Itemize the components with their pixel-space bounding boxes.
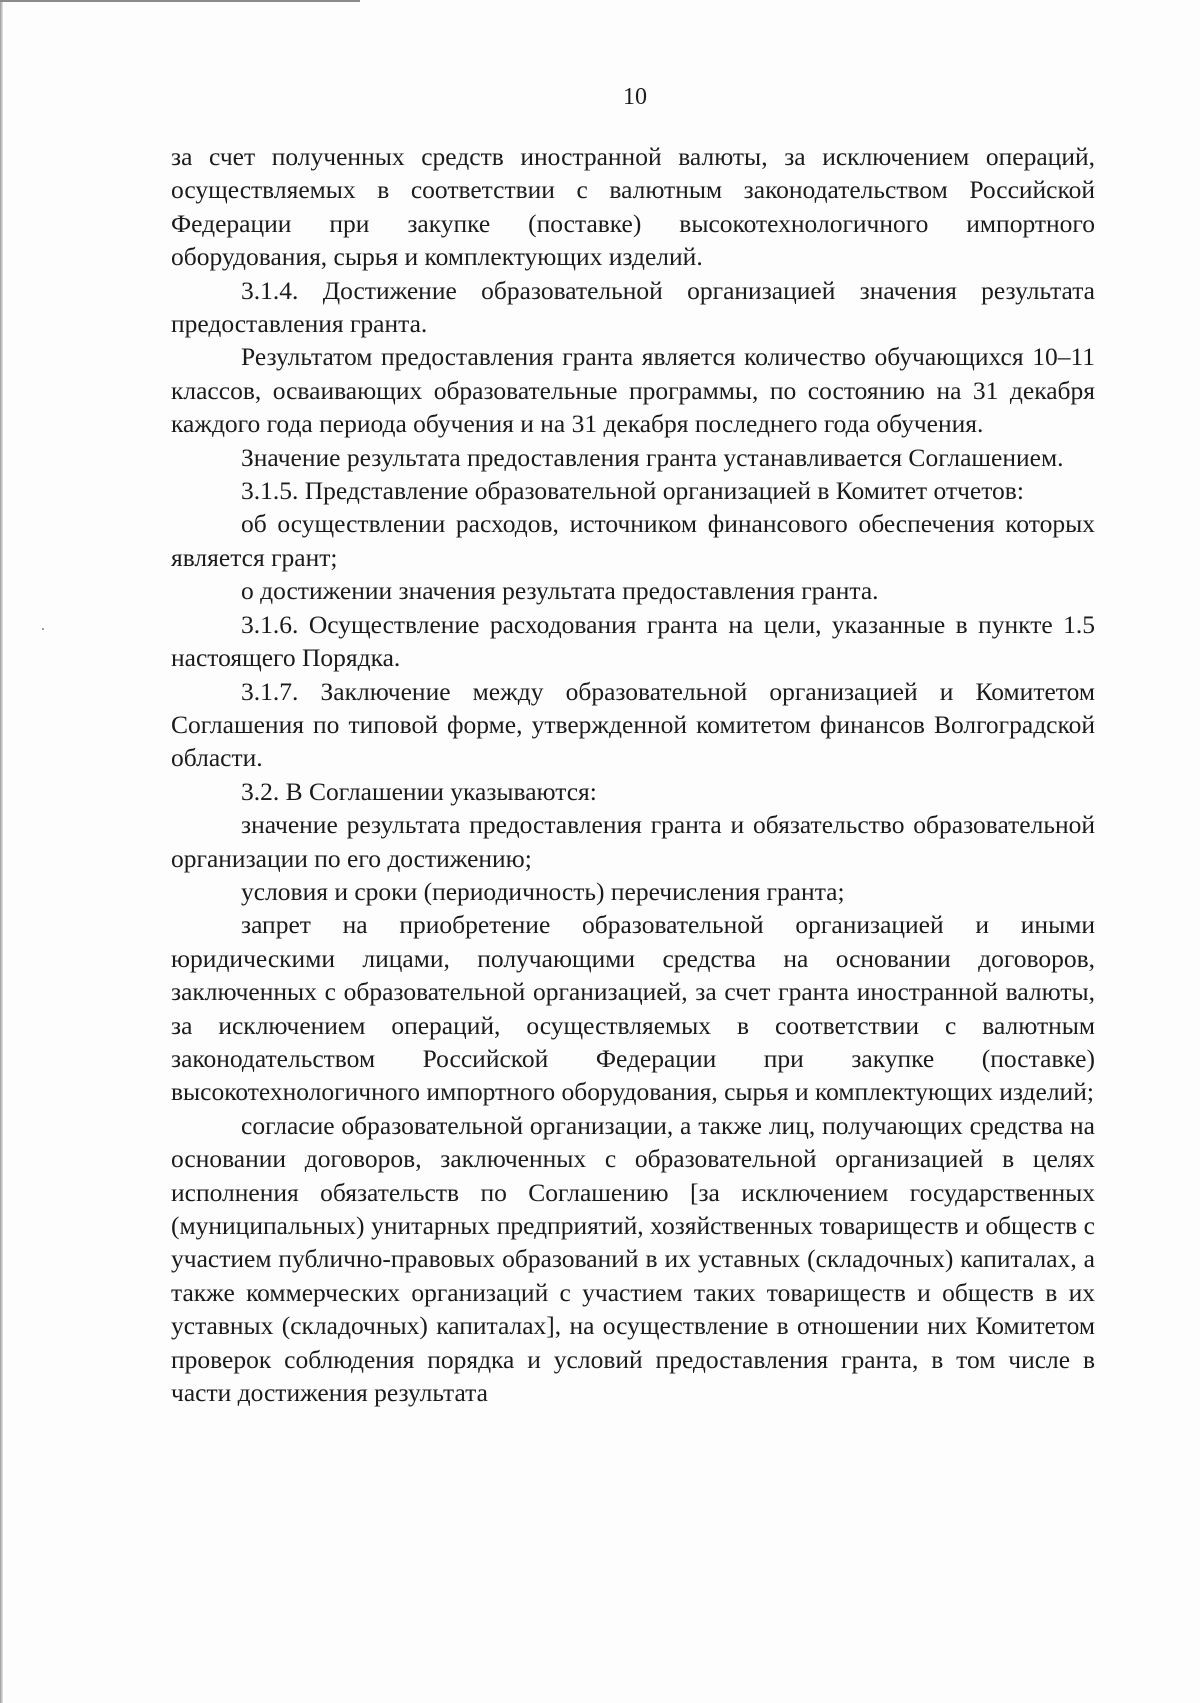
paragraph: значение результата предоставления гранта и обязательство образовательной организации по его достижению; <box>171 810 1095 873</box>
paragraph: о достижении значения результата предоставления гранта. <box>241 576 879 606</box>
paragraph: Результатом предоставления гранта является количество обучающихся 10–11 классов, осваивающих образовательные программы, по состоянию на 31 декабря каждого года периода обучения и на 31 декабря последнего года обучения. <box>171 342 1095 439</box>
paragraph: 3.2. В Соглашении указываются: <box>241 776 597 806</box>
scan-edge-top <box>0 0 360 2</box>
scan-edge-left <box>0 0 3 1703</box>
page-number: 10 <box>623 84 647 110</box>
scan-speck <box>42 628 44 630</box>
paragraph: Значение результата предоставления гранта устанавливается Соглашением. <box>241 442 1064 472</box>
document-body <box>171 140 1095 1409</box>
paragraph: 3.1.6. Осуществление расходования гранта на цели, указанные в пункте 1.5 настоящего Порядка. <box>171 609 1095 673</box>
paragraph: 3.1.5. Представление образовательной организацией в Комитет отчетов: <box>241 476 1024 506</box>
paragraph: условия и сроки (периодичность) перечисления гранта; <box>241 876 845 906</box>
paragraph: согласие образовательной организации, а также лиц, получающих средства на основании договоров, заключенных с образовательной организацией в целях исполнения обязательств по Соглашению [за исключением государственных (муниципальных) унитарных предприятий, хозяйственных товариществ и обществ с участием публично-правовых образований в их уставных (складочных) капиталах, а также коммерческих организаций с участием таких товариществ и обществ в их уставных (складочных) капиталах], на осуществление в отношении них Комитетом проверок соблюдения порядка и условий предоставления гранта, в том числе в части достижения результата <box>171 1110 1095 1408</box>
paragraph: за счет полученных средств иностранной валюты, за исключением операций, осуществляемых в соответствии с валютным законодательством Российской Федерации при закупке (поставке) высокотехнологичного импортного оборудования, сырья и комплектующих изделий. <box>171 142 1095 272</box>
paragraph: запрет на приобретение образовательной организацией и иными юридическими лицами, получающими средства на основании договоров, заключенных с образовательной организацией, за счет гранта иностранной валюты, за исключением операций, осуществляемых в соответствии с валютным законодательством Российской Федерации при закупке (поставке) высокотехнологичного импортного оборудования, сырья и комплектующих изделий; <box>171 910 1095 1107</box>
paragraph: 3.1.7. Заключение между образовательной организацией и Комитетом Соглашения по типовой форме, утвержденной комитетом финансов Волгоградской области. <box>171 676 1095 773</box>
paragraph: об осуществлении расходов, источником финансового обеспечения которых является грант; <box>171 509 1095 572</box>
paragraph: 3.1.4. Достижение образовательной организацией значения результата предоставления гранта. <box>171 275 1095 339</box>
